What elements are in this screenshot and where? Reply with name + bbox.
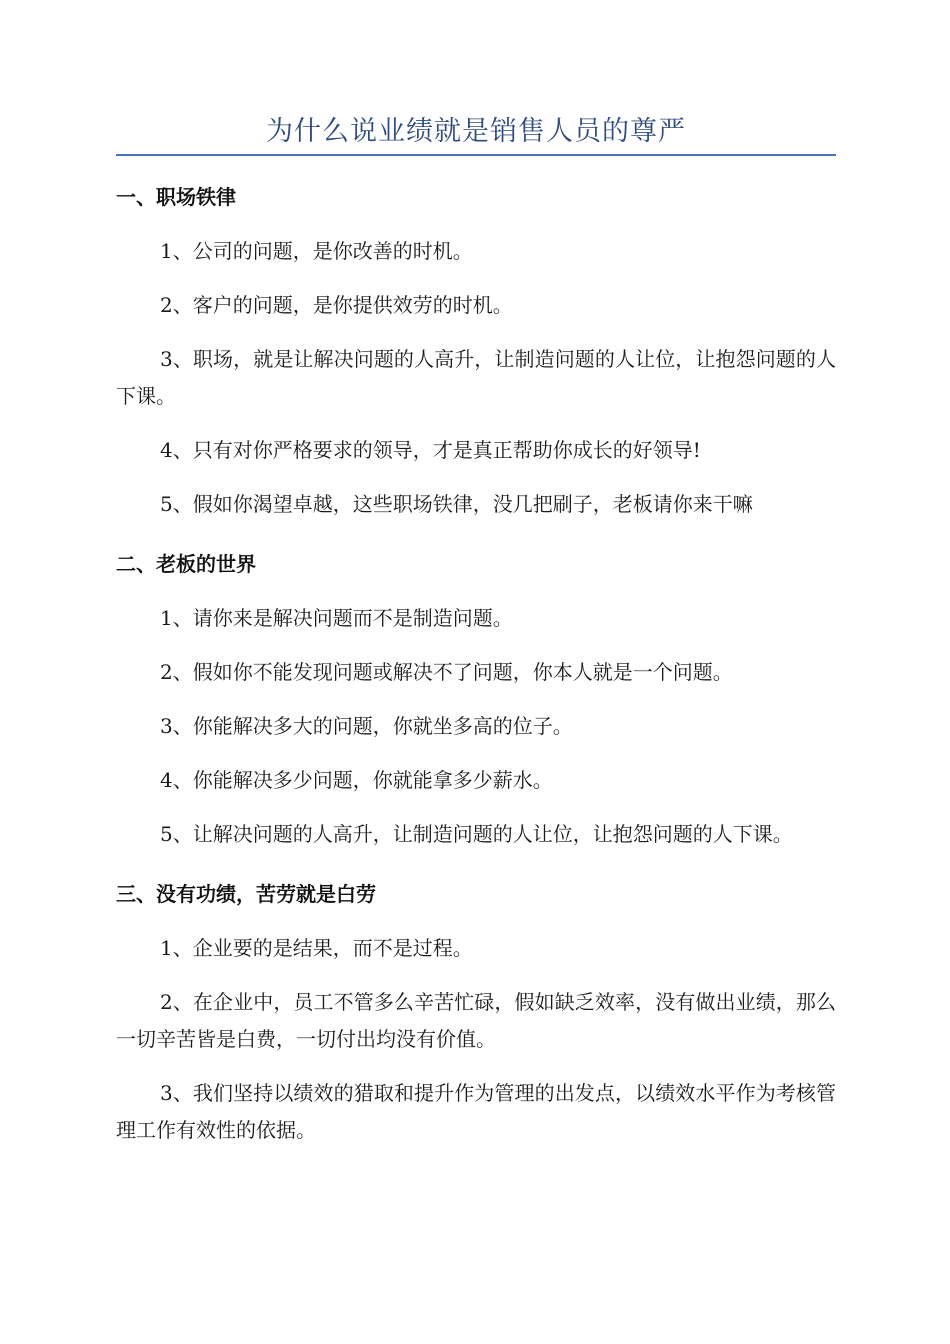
section-heading: 三、没有功绩，苦劳就是白劳 — [116, 882, 376, 906]
paragraph: 2、客户的问题，是你提供效劳的时机。 — [160, 293, 513, 317]
section-1 — [116, 178, 836, 523]
section-heading: 二、老板的世界 — [116, 552, 256, 576]
document-title: 为什么说业绩就是销售人员的尊严 — [266, 116, 686, 147]
section-3 — [116, 875, 836, 1149]
document-page — [116, 0, 836, 1149]
paragraph: 3、职场，就是让解决问题的人高升，让制造问题的人让位，让抱怨问题的人下课。 — [116, 347, 836, 408]
paragraph: 3、我们坚持以绩效的猎取和提升作为管理的出发点，以绩效水平作为考核管理工作有效性的依据。 — [116, 1081, 836, 1142]
paragraph: 1、公司的问题，是你改善的时机。 — [160, 239, 473, 263]
paragraph: 4、只有对你严格要求的领导，才是真正帮助你成长的好领导! — [160, 438, 701, 462]
paragraph: 3、你能解决多大的问题，你就坐多高的位子。 — [160, 714, 573, 738]
paragraph: 2、在企业中，员工不管多么辛苦忙碌，假如缺乏效率，没有做出业绩，那么一切辛苦皆是白费，一切付出均没有价值。 — [116, 990, 836, 1051]
paragraph: 5、让解决问题的人高升，让制造问题的人让位，让抱怨问题的人下课。 — [160, 822, 793, 846]
paragraph: 4、你能解决多少问题，你就能拿多少薪水。 — [160, 768, 553, 792]
paragraph: 1、企业要的是结果，而不是过程。 — [160, 936, 473, 960]
paragraph: 1、请你来是解决问题而不是制造问题。 — [160, 606, 513, 630]
section-heading: 一、职场铁律 — [116, 185, 236, 209]
paragraph: 5、假如你渴望卓越，这些职场铁律，没几把刷子，老板请你来干嘛 — [160, 492, 753, 516]
section-2 — [116, 545, 836, 853]
title-underline — [116, 154, 836, 156]
paragraph: 2、假如你不能发现问题或解决不了问题，你本人就是一个问题。 — [160, 660, 733, 684]
